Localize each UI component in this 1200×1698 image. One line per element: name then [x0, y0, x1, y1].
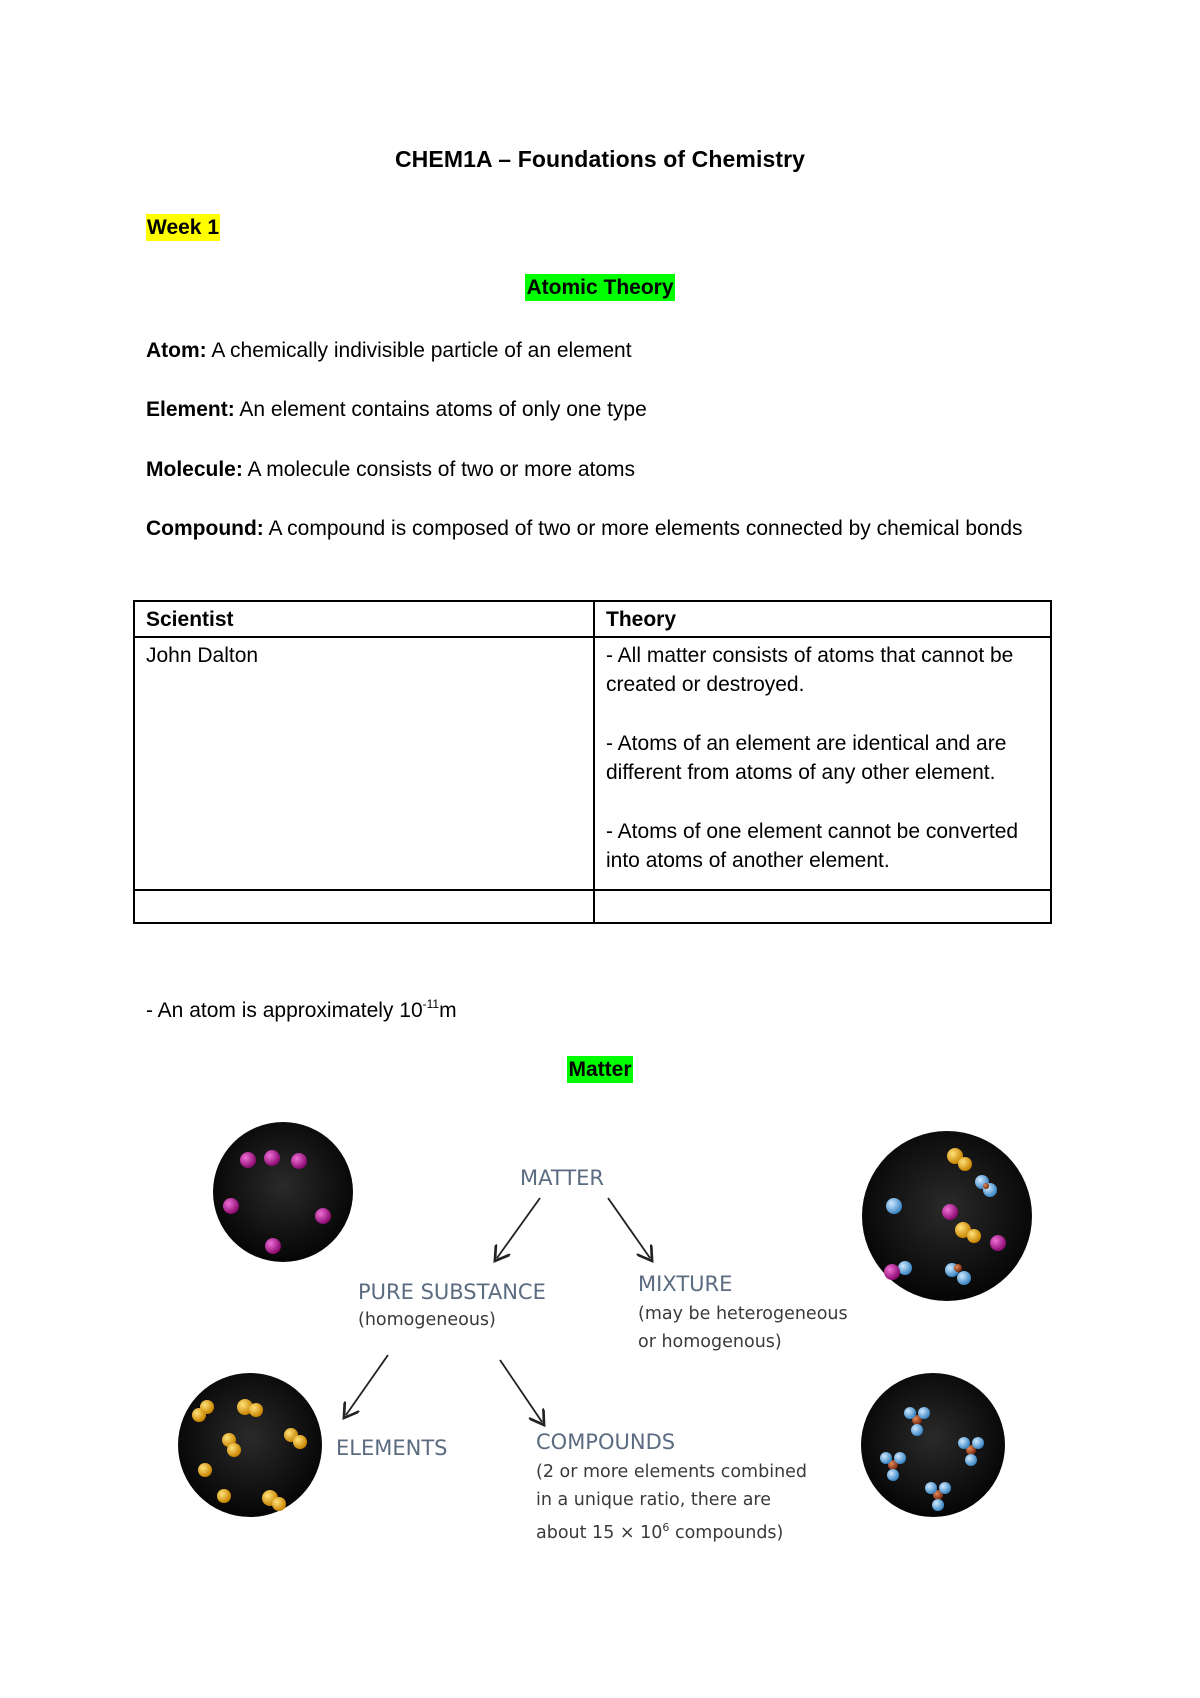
table-cell-empty [134, 890, 594, 923]
table-cell-scientist: John Dalton [134, 637, 594, 890]
mixture-particles-image [862, 1131, 1032, 1301]
arrow-to-compounds [500, 1360, 542, 1422]
diagram-label-elements: ELEMENTS [336, 1436, 448, 1460]
table-header-scientist: Scientist [134, 601, 594, 637]
diagram-note-mixture-2: or homogenous) [638, 1332, 782, 1352]
pure-element-particles-image [213, 1122, 353, 1262]
compounds-count-exponent: 6 [662, 1521, 670, 1534]
matter-classification-diagram [160, 1120, 1040, 1550]
definition-term: Atom: [146, 339, 207, 362]
compounds-count-suffix: compounds) [669, 1523, 784, 1543]
diagram-label-mixture: MIXTURE [638, 1272, 733, 1296]
atomic-theory-label: Atomic Theory [526, 276, 674, 299]
definition-term: Element: [146, 398, 235, 421]
compounds-count-text: about 15 × 10 [536, 1523, 663, 1543]
definition-atom [146, 336, 1046, 365]
definition-compound [146, 514, 1046, 543]
atom-size-unit: m [439, 999, 457, 1022]
week-label: Week 1 [147, 216, 219, 239]
atom-size-text: - An atom is approximately 10 [146, 999, 423, 1022]
definition-molecule [146, 455, 1046, 484]
table-header-row [134, 601, 1051, 637]
table-row [134, 637, 1051, 890]
theory-point: - Atoms of an element are identical and are different from atoms of any other element. [606, 732, 1007, 784]
diagram-note-compounds-2: in a unique ratio, there are [536, 1490, 772, 1510]
scientist-theory-table [133, 600, 1052, 924]
elements-particles-image [178, 1373, 322, 1517]
diagram-note-mixture-1: (may be heterogeneous [638, 1304, 848, 1324]
section-heading-atomic-theory [0, 276, 1200, 300]
diagram-note-compounds-1: (2 or more elements combined [536, 1462, 808, 1482]
definition-text: An element contains atoms of only one type [234, 398, 647, 421]
definition-text: A molecule consists of two or more atoms [242, 458, 636, 481]
arrow-to-mixture [608, 1198, 650, 1258]
theory-point: - Atoms of one element cannot be converted into atoms of another element. [606, 820, 1019, 872]
table-header-theory: Theory [594, 601, 1051, 637]
diagram-label-compounds: COMPOUNDS [536, 1430, 676, 1454]
atom-size-note [146, 997, 457, 1023]
diagram-note-compounds-3 [536, 1514, 783, 1547]
compounds-particles-image [861, 1373, 1005, 1517]
arrow-to-pure-substance [497, 1198, 540, 1258]
table-cell-theory [594, 637, 1051, 890]
week-heading [146, 216, 220, 240]
theory-point: - All matter consists of atoms that cannot be created or destroyed. [606, 644, 1014, 696]
page-title: CHEM1A – Foundations of Chemistry [394, 146, 806, 172]
definition-term: Compound: [146, 517, 264, 540]
matter-label: Matter [568, 1058, 632, 1081]
definition-text: A chemically indivisible particle of an element [206, 339, 632, 362]
diagram-note-pure-substance: (homogeneous) [358, 1310, 496, 1330]
arrow-to-elements [346, 1355, 388, 1415]
table-row-empty [134, 890, 1051, 923]
diagram-label-matter: MATTER [520, 1166, 604, 1190]
diagram-label-pure-substance: PURE SUBSTANCE [358, 1280, 546, 1304]
table-cell-empty [594, 890, 1051, 923]
section-heading-matter [0, 1058, 1200, 1082]
definition-text: A compound is composed of two or more elements connected by chemical bonds [263, 517, 1023, 540]
atom-size-exponent: -11 [422, 997, 440, 1011]
definition-term: Molecule: [146, 458, 243, 481]
definition-element [146, 395, 1046, 424]
